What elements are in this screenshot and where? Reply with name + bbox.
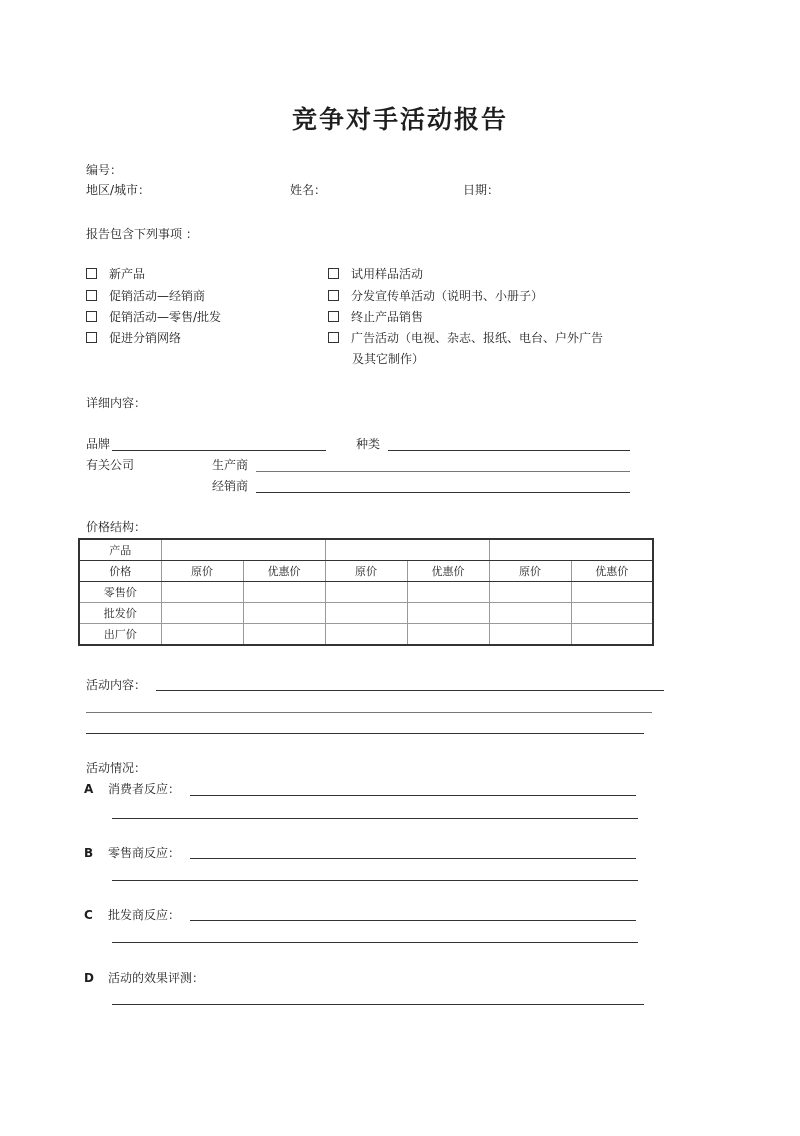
table-cell: 优惠价 — [407, 561, 489, 582]
table-cell[interactable] — [243, 624, 325, 646]
table-cell[interactable] — [407, 582, 489, 603]
table-cell[interactable] — [325, 582, 407, 603]
name-label: 姓名： — [290, 183, 327, 197]
table-row — [79, 624, 653, 646]
brand-field[interactable] — [112, 450, 326, 451]
date-label: 日期： — [463, 183, 500, 197]
table-cell: 原价 — [161, 561, 243, 582]
table-cell[interactable] — [571, 603, 653, 624]
table-cell[interactable] — [407, 624, 489, 646]
checkbox-item[interactable]: 促销活动—经销商 — [86, 288, 205, 304]
price-structure-label: 价格结构： — [86, 520, 147, 534]
category-field[interactable] — [388, 450, 630, 451]
activity-content-line[interactable] — [86, 733, 644, 734]
table-cell[interactable] — [243, 582, 325, 603]
table-cell[interactable] — [407, 603, 489, 624]
item-letter: B — [84, 846, 94, 860]
table-cell[interactable] — [489, 624, 571, 646]
checkbox[interactable] — [328, 268, 339, 279]
item-letter: A — [84, 782, 94, 796]
table-cell[interactable] — [325, 603, 407, 624]
checkbox[interactable] — [86, 311, 97, 322]
manufacturer-field[interactable] — [256, 471, 630, 472]
checkbox-item[interactable]: 试用样品活动 — [328, 266, 423, 282]
page-title: 竞争对手活动报告 — [291, 105, 508, 134]
checkbox[interactable] — [86, 268, 97, 279]
table-cell[interactable] — [161, 539, 325, 561]
item-letter: D — [84, 971, 94, 985]
table-cell: 优惠价 — [571, 561, 653, 582]
table-cell[interactable] — [489, 603, 571, 624]
table-cell: 优惠价 — [243, 561, 325, 582]
checkbox-item[interactable]: 终止产品销售 — [328, 309, 423, 325]
checkbox[interactable] — [86, 290, 97, 301]
table-cell[interactable] — [161, 624, 243, 646]
activity-content-field[interactable] — [156, 690, 664, 691]
checkbox[interactable] — [328, 332, 339, 343]
table-cell[interactable] — [325, 624, 407, 646]
table-cell: 批发价 — [79, 603, 161, 624]
table-cell: 价格 — [79, 561, 161, 582]
table-cell: 出厂价 — [79, 624, 161, 646]
table-cell[interactable] — [571, 582, 653, 603]
consumer-reaction-line[interactable] — [112, 818, 638, 819]
checkbox-item-continuation: 及其它制作） — [352, 352, 425, 366]
activity-content-line[interactable] — [86, 712, 652, 713]
retailer-reaction-label: 零售商反应： — [108, 846, 181, 860]
table-cell[interactable] — [489, 582, 571, 603]
table-row — [79, 603, 653, 624]
activity-content-label: 活动内容： — [86, 678, 147, 692]
consumer-reaction-field[interactable] — [190, 795, 636, 796]
brand-label: 品牌 — [86, 437, 111, 451]
effect-evaluation-line[interactable] — [112, 1004, 644, 1005]
checkbox-item[interactable]: 促进分销网络 — [86, 330, 181, 346]
table-cell: 原价 — [489, 561, 571, 582]
includes-label: 报告包含下列事项 ： — [86, 227, 198, 241]
effect-evaluation-label: 活动的效果评测： — [108, 971, 205, 985]
consumer-reaction-label: 消费者反应： — [108, 782, 181, 796]
retailer-reaction-line[interactable] — [112, 880, 638, 881]
table-cell[interactable] — [161, 582, 243, 603]
category-label: 种类 — [356, 437, 381, 451]
table-cell[interactable] — [325, 539, 489, 561]
region-label: 地区/城市： — [86, 183, 151, 197]
checkbox-item[interactable]: 促销活动—零售/批发 — [86, 309, 221, 325]
wholesaler-reaction-label: 批发商反应： — [108, 908, 181, 922]
table-row — [79, 539, 653, 561]
details-label: 详细内容： — [86, 396, 147, 410]
company-label: 有关公司 — [86, 458, 135, 472]
wholesaler-reaction-line[interactable] — [112, 942, 638, 943]
table-cell: 产品 — [79, 539, 161, 561]
manufacturer-label: 生产商 — [212, 458, 249, 472]
table-cell[interactable] — [161, 603, 243, 624]
table-cell[interactable] — [243, 603, 325, 624]
distributor-field[interactable] — [256, 492, 630, 493]
situation-label: 活动情况： — [86, 761, 147, 775]
table-cell: 原价 — [325, 561, 407, 582]
table-cell: 零售价 — [79, 582, 161, 603]
distributor-label: 经销商 — [212, 479, 249, 493]
checkbox-item[interactable]: 新产品 — [86, 266, 145, 282]
checkbox[interactable] — [328, 290, 339, 301]
price-table — [78, 538, 654, 646]
item-letter: C — [84, 908, 93, 922]
table-cell[interactable] — [571, 624, 653, 646]
wholesaler-reaction-field[interactable] — [190, 920, 636, 921]
checkbox[interactable] — [328, 311, 339, 322]
checkbox[interactable] — [86, 332, 97, 343]
table-row — [79, 582, 653, 603]
checkbox-item[interactable]: 分发宣传单活动（说明书、小册子） — [328, 288, 543, 304]
table-row — [79, 561, 653, 582]
retailer-reaction-field[interactable] — [190, 858, 636, 859]
checkbox-item[interactable]: 广告活动（电视、杂志、报纸、电台、户外广告 — [328, 330, 603, 346]
number-label: 编号： — [86, 163, 123, 177]
table-cell[interactable] — [489, 539, 653, 561]
